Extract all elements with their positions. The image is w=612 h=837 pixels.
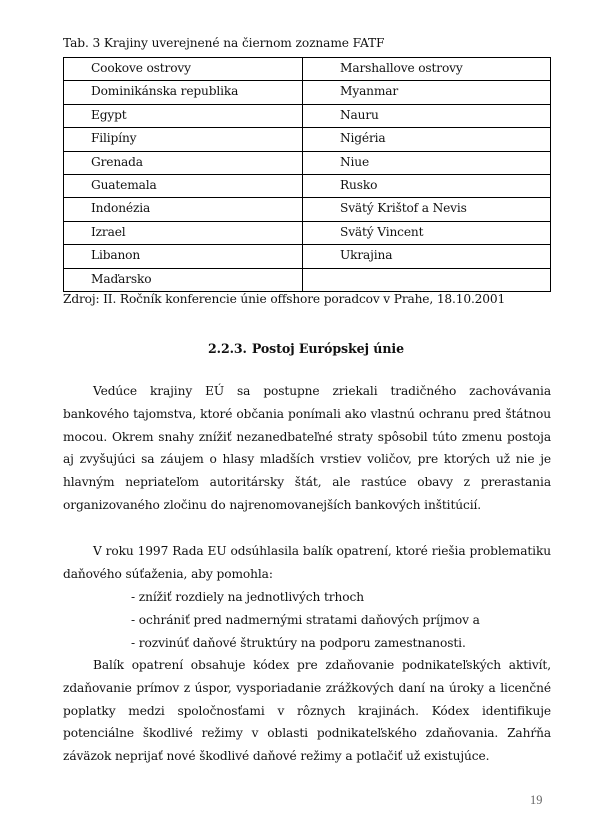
table-cell: Svätý Krištof a Nevis [303,198,551,221]
table-cell: Dominikánska republika [64,81,303,104]
table-row [64,151,551,174]
list-item: - znížiť rozdiely na jednotlivých trhoch [131,590,364,604]
paragraph-text: Balík opatrení obsahuje kódex pre zdaňovanie podnikateľských aktivít, zdaňovanie prímov z úspor, vysporiadanie zrážkových daní na úroky a licenčné poplatky medzi spoločnosťami v rôznych krajinách. Kódex identifikuje potenciálne škodlivé režimy v oblasti podnikateľského zdaňovania. Zahŕňa záväzok neprijať nové škodlivé daňové režimy a potlačiť už existujúce. [63,658,551,764]
table-row [64,104,551,127]
table-cell: Rusko [303,174,551,197]
table-row [64,268,551,291]
table-row [64,198,551,221]
table-cell: Myanmar [303,81,551,104]
section-number: 2.2.3. [208,341,247,356]
list-item: - ochrániť pred nadmernými stratami daňových príjmov a [131,612,480,627]
table-row [64,221,551,244]
table-cell: Filipíny [64,128,303,151]
section-title: Postoj Európskej únie [251,341,404,356]
table-cell: Egypt [64,104,303,127]
table-cell: Nigéria [303,128,551,151]
table-cell: Ukrajina [303,245,551,268]
table-row [64,174,551,197]
page-number: 19 [530,793,543,807]
table-cell: Libanon [64,245,303,268]
table-row [64,81,551,104]
paragraph-2 [63,540,551,586]
table-cell: Niue [303,151,551,174]
fatf-blacklist-table [63,57,551,292]
table-row [64,128,551,151]
table-cell: Izrael [64,221,303,244]
table-cell: Svätý Vincent [303,221,551,244]
table-source-note: Zdroj: II. Ročník konferencie únie offshore poradcov v Prahe, 18.10.2001 [63,292,506,306]
table-row [64,245,551,268]
table-cell [303,268,551,291]
paragraph-3 [63,654,551,768]
paragraph-1 [63,380,551,517]
table-cell: Maďarsko [64,268,303,291]
section-heading [0,341,612,356]
table-cell: Grenada [64,151,303,174]
table-cell: Guatemala [64,174,303,197]
table-caption: Tab. 3 Krajiny uverejnené na čiernom zozname FATF [63,36,385,50]
paragraph-text: Vedúce krajiny EÚ sa postupne zriekali tradičného zachovávania bankového tajomstva, ktoré občania ponímali ako vlastnú ochranu pred štátnou mocou. Okrem snahy znížiť nezanedbateľné straty spôsobil túto zmenu postoja aj zvyšujúci sa záujem o hlasy mladších vrstiev voličov, pre ktorých už nie je hlavným nepriateľom autoritársky štát, ale rastúce obavy z prerastania organizovaného zločinu do najrenomovanejších bankových inštitúcií. [63,384,551,512]
table-cell: Nauru [303,104,551,127]
table-cell: Marshallove ostrovy [303,58,551,81]
measures-list [131,586,480,654]
paragraph-text: V roku 1997 Rada EU odsúhlasila balík opatrení, ktoré riešia problematiku daňového súťaženia, aby pomohla: [63,544,551,581]
list-item: - rozvinúť daňové štruktúry na podporu zamestnanosti. [131,635,466,650]
table-row [64,58,551,81]
table-cell: Indonézia [64,198,303,221]
table-cell: Cookove ostrovy [64,58,303,81]
